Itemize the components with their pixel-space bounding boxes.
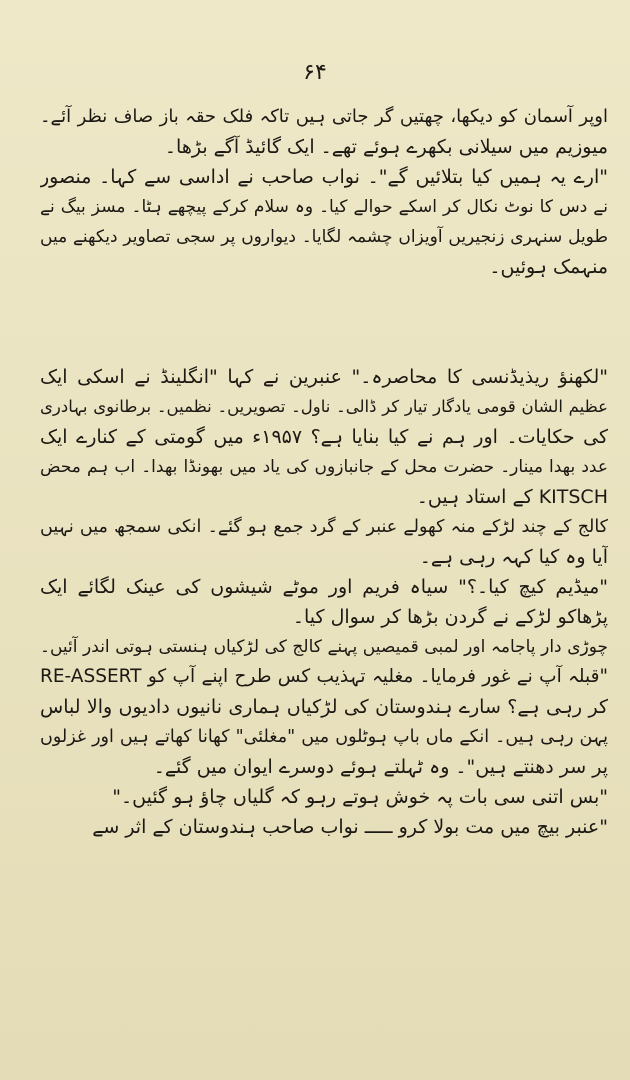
text-line: آیا وہ کیا کہہ رہی ہے۔ bbox=[419, 546, 608, 568]
text-line: عدد بھدا مینار۔ حضرت محل کے جانبازوں کی یاد میں بھونڈا بھدا۔ اب ہم محض bbox=[40, 457, 608, 477]
text-line: پڑھاکو لڑکے نے گردن بڑھا کر سوال کیا۔ bbox=[292, 606, 608, 628]
text-line: KITSCH کے استاد ہیں۔ bbox=[416, 486, 608, 508]
text-line: کالج کے چند لڑکے منہ کھولے عنبر کے گرد جمع ہو گئے۔ انکی سمجھ میں نہیں bbox=[40, 517, 608, 537]
text-line: "ارے یہ ہمیں کیا بتلائیں گے"۔ نواب صاحب نے اداسی سے کہا۔ منصور bbox=[40, 166, 608, 188]
text-line: "بس اتنی سی بات پہ خوش ہوتے رہو کہ گلیاں چاؤ ہو گئیں۔" bbox=[112, 786, 608, 808]
text-line: "لکھنؤ ریذیڈنسی کا محاصرہ۔" عنبرین نے کہا "انگلینڈ نے اسکی ایک bbox=[40, 366, 608, 388]
text-line: کی حکایات۔ اور ہم نے کیا بنایا ہے؟ ۱۹۵۷ء میں گومتی کے کنارے ایک bbox=[40, 426, 608, 448]
text-line: منہمک ہوئیں۔ bbox=[489, 256, 608, 278]
paragraph-residency bbox=[40, 362, 608, 842]
text-line: اوپر آسمان کو دیکھا، چھتیں گر جاتی ہیں تاکہ فلک حقہ باز صاف نظر آئے۔ bbox=[40, 106, 608, 127]
text-line: "عنبر بیچ میں مت بولا کرو ـــــ نواب صاحب ہندوستان کے اثر سے bbox=[92, 816, 608, 838]
text-line: عظیم الشان قومی یادگار تیار کر ڈالی۔ ناول۔ تصویریں۔ نظمیں۔ برطانوی بہادری bbox=[40, 397, 608, 416]
paragraph-museum bbox=[40, 102, 608, 282]
text-line: "قبلہ آپ نے غور فرمایا۔ مغلیہ تہذیب کس طرح اپنے آپ کو RE-ASSERT bbox=[40, 666, 608, 687]
page-number: ۶۴ bbox=[303, 60, 327, 85]
text-line: "میڈیم کیچ کیا۔؟" سیاہ فریم اور موٹے شیشوں کی عینک لگائے ایک bbox=[40, 576, 608, 598]
text-line: چوڑی دار پاجامہ اور لمبی قمیصیں پہنے کالج کی لڑکیاں ہنستی ہوتی اندر آئیں۔ bbox=[40, 637, 608, 657]
text-line: کر رہی ہے؟ سارے ہندوستان کی لڑکیاں ہماری نانیوں دادیوں والا لباس bbox=[40, 696, 608, 718]
text-line: پہن رہی ہیں۔ انکے ماں باپ ہوٹلوں میں "مغلئی" کھانا کھاتے ہیں اور غزلوں bbox=[40, 727, 608, 747]
text-line: پر سر دھنتے ہیں"۔ وہ ٹہلتے ہوئے دوسرے ایوان میں گئے۔ bbox=[153, 756, 608, 778]
text-line: نے دس کا نوٹ نکال کر اسکے حوالے کیا۔ وہ سلام کرکے پیچھے ہٹا۔ مسز بیگ نے bbox=[40, 197, 608, 217]
text-line: طویل سنہری زنجیریں آویزاں چشمہ لگایا۔ دیواروں پر سجی تصاویر دیکھنے میں bbox=[40, 227, 608, 247]
text-line: میوزیم میں سیلانی بکھرے ہوئے تھے۔ ایک گائیڈ آگے بڑھا۔ bbox=[164, 136, 608, 158]
